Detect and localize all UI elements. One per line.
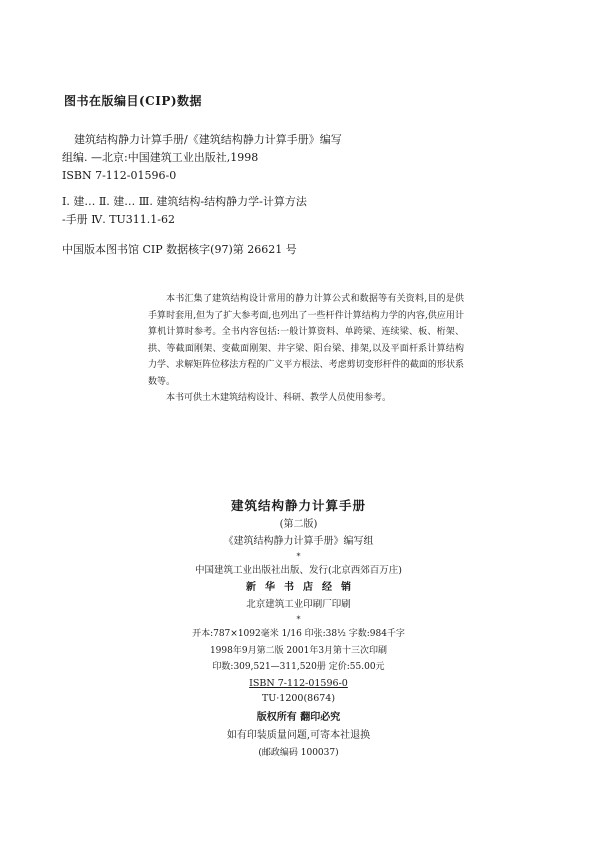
cip-classification-line: Ⅰ. 建… Ⅱ. 建… Ⅲ. 建筑结构-结构静力学-计算方法 (62, 195, 307, 208)
printer: 北京建筑工业印刷厂印刷 (246, 599, 351, 610)
separator-star: * (296, 552, 301, 561)
cip-classification-continued: -手册 Ⅳ. TU311.1-62 (62, 213, 176, 226)
colophon (0, 496, 597, 762)
cip-record-number: 中国版本图书馆 CIP 数据核字(97)第 26621 号 (62, 243, 297, 256)
cip-heading: 图书在版编目(CIP)数据 (64, 94, 203, 108)
cip-isbn-line: ISBN 7-112-01596-0 (62, 169, 177, 182)
postcode: (邮政编码 100037) (258, 747, 339, 758)
abstract-paragraph: 本书汇集了建筑结构设计常用的静力计算公式和数据等有关资料,目的是供手算时套用,但为了扩大参考面,也列出了一些杆件计算结构力学的内容,供应用计算机计算时参考。全书内容包括:一般计算资料、单跨梁、连续梁、板、桁架、拱、等截面刚架、变截面刚架、井字梁、阳台梁、排架,以及平面杆系计算结构力学、求解矩阵位移法方程的广义平方根法、考虑剪切变形杆件的截面的形状系数等。 (148, 294, 464, 387)
cip-spacer (62, 185, 542, 193)
book-abstract (148, 291, 464, 407)
format-specs: 开本:787×1092毫米 1/16 印张:38½ 字数:984千字 (192, 629, 405, 639)
classification-code: TU·1200(8674) (261, 692, 336, 704)
cip-title-line: 建筑结构静力计算手册/《建筑结构静力计算手册》编写 (74, 133, 342, 146)
return-notice: 如有印装质量问题,可寄本社退换 (226, 729, 371, 741)
cip-publisher-line: 组编. —北京:中国建筑工业出版社,1998 (62, 151, 259, 164)
rights-notice: 版权所有 翻印必究 (256, 711, 341, 723)
isbn: ISBN 7-112-01596-0 (249, 677, 348, 689)
print-run-price: 印数:309,521—311,520册 定价:55.00元 (212, 662, 385, 672)
separator-star: * (296, 615, 301, 624)
cip-data-block (62, 92, 542, 259)
book-title: 建筑结构静力计算手册 (230, 498, 366, 513)
distributor: 新华书店经销 (246, 582, 360, 593)
edition-printing-info: 1998年9月第二版 2001年3月第十三次印刷 (209, 645, 388, 656)
publisher: 中国建筑工业出版社出版、发行(北京西郊百万庄) (195, 565, 402, 576)
cip-spacer (62, 229, 542, 241)
author: 《建筑结构静力计算手册》编写组 (223, 536, 374, 547)
abstract-paragraph-audience: 本书可供土木建筑结构设计、科研、教学人员使用参考。 (166, 393, 392, 403)
edition: (第二版) (279, 519, 318, 530)
